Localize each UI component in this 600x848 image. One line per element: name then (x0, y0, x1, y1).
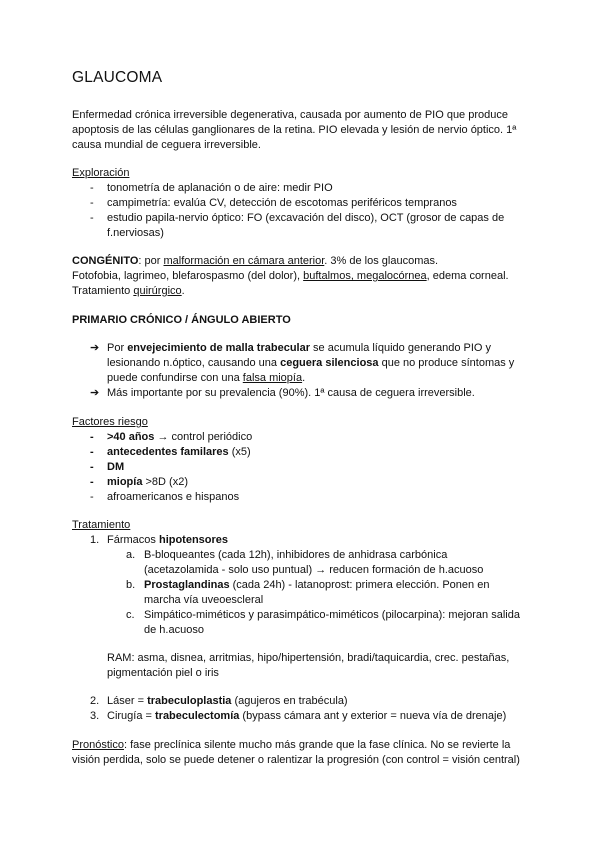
tratamiento-item-3 (107, 709, 506, 724)
pronostico-label: Pronóstico (72, 739, 124, 751)
exploracion-item-3: estudio papila-nervio óptico: FO (excavación del disco), OCT (grosor de capas de (107, 212, 505, 224)
text: (agujeros en trabécula) (231, 695, 348, 707)
text: >8D (x2) (142, 476, 188, 488)
tratamiento-sub-c: Simpático-miméticos y parasimpático-miméticos (pilocarpina): mejoran salida (144, 609, 520, 621)
factor-item-1 (107, 430, 252, 445)
ram-line-2: pigmentación piel o iris (107, 667, 219, 679)
bold-text: trabeculoplastia (147, 695, 232, 707)
exploracion-item-2: campimetría: evalúa CV, detección de escotomas periféricos tempranos (107, 197, 457, 209)
pronostico-line-2: visión perdida, solo se puede detener o ralentizar la progresión (con control = visión central) (72, 754, 520, 766)
primario-heading: PRIMARIO CRÓNICO / ÁNGULO ABIERTO (72, 314, 291, 326)
bold-text: DM (107, 461, 125, 473)
text: (bypass cámara ant y exterior = nueva vía de drenaje) (239, 710, 507, 722)
factor-item-2 (107, 445, 251, 460)
primario-bullet-1-l2 (107, 356, 514, 371)
tratamiento-heading: Tratamiento (72, 519, 131, 531)
exploracion-item-1: tonometría de aplanación o de aire: medir PIO (107, 182, 333, 194)
list-number: 3. (90, 710, 100, 722)
tratamiento-sub-c-l2: de h.acuoso (144, 624, 204, 636)
ram-line-1: RAM: asma, disnea, arritmias, hipo/hipertensión, bradi/taquicardia, crec. pestañas, (107, 652, 510, 664)
bullet-dash: - (90, 461, 94, 473)
tratamiento-sub-a: B-bloqueantes (cada 12h), inhibidores de anhidrasa carbónica (144, 549, 448, 561)
bold-text: miopía (107, 476, 143, 488)
text: Fármacos (107, 534, 159, 546)
text: (cada 24h) - latanoprost: primera elección. Ponen en (229, 579, 490, 591)
factor-item-5: afroamericanos e hispanos (107, 491, 240, 503)
arrow-bullet-icon: ➔ (90, 387, 100, 399)
exploracion-heading: Exploración (72, 167, 130, 179)
congenito-label: CONGÉNITO (72, 255, 139, 267)
tratamiento-item-2 (107, 694, 348, 709)
text: : fase preclínica silente mucho más grande que la fase clínica. No se revierte la (123, 739, 511, 751)
bullet-dash: - (90, 182, 94, 194)
underlined-text: buftalmos, megalocórnea (303, 270, 427, 282)
text: lesionando n.óptico, causando una (107, 357, 281, 369)
text: Por (107, 342, 128, 354)
bullet-dash: - (90, 476, 94, 488)
bold-text: antecedentes familares (107, 446, 229, 458)
pronostico-line-1 (72, 738, 510, 753)
underlined-text: quirúrgico (133, 285, 182, 297)
text: . (181, 285, 185, 297)
arrow-bullet-icon: ➔ (90, 342, 100, 354)
intro-line-3: causa mundial de ceguera irreversible. (72, 139, 261, 151)
text: se acumula líquido generando PIO y (310, 342, 492, 354)
congenito-line-1 (72, 254, 438, 269)
congenito-line-2 (72, 269, 509, 284)
text: que no produce síntomas y (378, 357, 515, 369)
text: Fotofobia, lagrimeo, blefarospasmo (del dolor), (72, 270, 304, 282)
primario-bullet-1 (107, 341, 491, 356)
text: Láser = (107, 695, 148, 707)
bold-text: >40 años (107, 431, 155, 443)
primario-bullet-1-l3 (107, 371, 305, 386)
text: . 3% de los glaucomas. (324, 255, 439, 267)
bullet-dash: - (90, 431, 94, 443)
bullet-dash: - (90, 491, 94, 503)
list-letter: b. (126, 579, 136, 591)
factor-item-3 (107, 460, 124, 475)
list-letter: c. (126, 609, 135, 621)
bullet-dash: - (90, 446, 94, 458)
bullet-dash: - (90, 212, 94, 224)
tratamiento-sub-b (144, 578, 489, 593)
list-letter: a. (126, 549, 136, 561)
text: . (302, 372, 306, 384)
text: Tratamiento (72, 285, 134, 297)
tratamiento-sub-a-l2: (acetazolamida - solo uso puntual) → reducen formación de h.acuoso (144, 564, 484, 576)
factor-item-4 (107, 475, 188, 490)
tratamiento-item-1 (107, 533, 228, 548)
underlined-text: falsa miopía (242, 372, 303, 384)
text: Cirugía = (107, 710, 155, 722)
text: puede confundirse con una (107, 372, 243, 384)
primario-bullet-2: Más importante por su prevalencia (90%). 1ª causa de ceguera irreversible. (107, 387, 475, 399)
text: (x5) (228, 446, 251, 458)
bold-text: envejecimiento de malla trabecular (127, 342, 310, 354)
bold-text: hipotensores (158, 534, 229, 546)
underlined-text: malformación en cámara anterior (163, 255, 325, 267)
page-title: GLAUCOMA (72, 69, 163, 86)
bold-text: trabeculectomía (155, 710, 240, 722)
congenito-line-3 (72, 284, 185, 299)
factores-heading: Factores riesgo (72, 416, 148, 428)
exploracion-item-3-cont: f.nerviosas) (107, 227, 164, 239)
bold-text: Prostaglandinas (144, 579, 230, 591)
list-number: 2. (90, 695, 100, 707)
intro-line-1: Enfermedad crónica irreversible degenerativa, causada por aumento de PIO que produce (72, 109, 508, 121)
list-number: 1. (90, 534, 100, 546)
intro-line-2: apoptosis de las células ganglionares de la retina. PIO elevada y lesión de nervio óptico. 1ª (72, 124, 517, 136)
bullet-dash: - (90, 197, 94, 209)
text: , edema corneal. (426, 270, 509, 282)
text: : por (138, 255, 164, 267)
tratamiento-sub-b-l2: marcha vía uveoescleral (144, 594, 264, 606)
bold-text: ceguera silenciosa (280, 357, 379, 369)
text: → control periódico (154, 431, 253, 443)
